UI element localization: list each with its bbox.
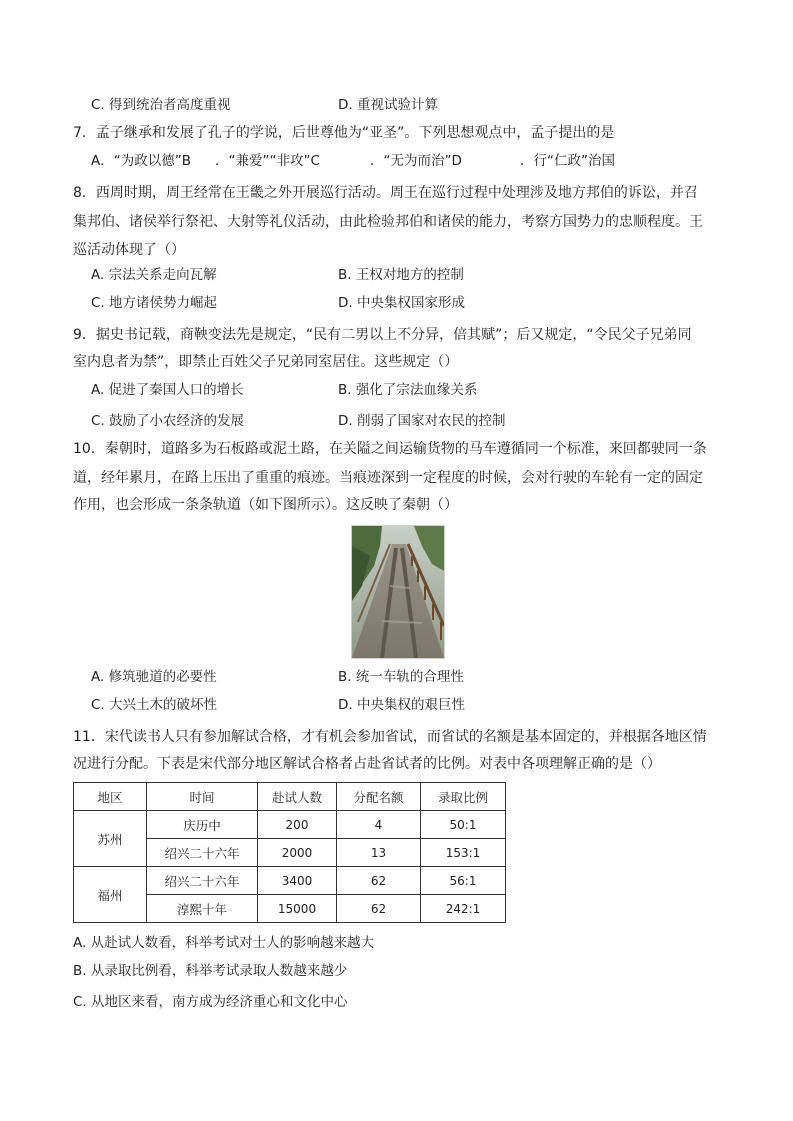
- q8-stem-line1: 8．西周时期，周王经常在王畿之外开展巡行活动。周王在巡行过程中处理涉及地方邦伯的诉讼，并召: [73, 185, 698, 201]
- quota-cell: 62: [337, 867, 421, 895]
- q10-stem-line2: 道，经年累月，在路上压出了重重的痕迹。当痕迹深到一定程度的时候，会对行驶的车轮有一定的固定: [73, 470, 703, 486]
- ancient-road-ruts-photo: [351, 525, 445, 659]
- q7-option-a: A．“为政以德”B: [91, 153, 191, 169]
- table-header-cell: 地区: [74, 783, 147, 811]
- time-cell: 庆历中: [147, 811, 258, 839]
- q8-stem-line2: 集邦伯、诸侯举行祭祀、大射等礼仪活动，由此检验邦伯和诸侯的能力，考察方国势力的忠顺程度。王: [73, 214, 703, 230]
- q8-option-d: D. 中央集权国家形成: [338, 295, 465, 311]
- time-cell: 淳熙十年: [147, 895, 258, 923]
- q10-option-c: C. 大兴土木的破坏性: [91, 697, 218, 713]
- q11-option-b: B. 从录取比例看，科举考试录取人数越来越少: [73, 963, 348, 979]
- q7-option-d: ．行“仁政”治国: [520, 153, 615, 169]
- table-row: [74, 867, 506, 895]
- q8-option-a: A. 宗法关系走向瓦解: [91, 267, 217, 283]
- quota-cell: 13: [337, 839, 421, 867]
- ratio-cell: 153:1: [421, 839, 506, 867]
- q10-option-d: D. 中央集权的艰巨性: [338, 697, 465, 713]
- q9-stem-line2: 室内息者为禁”，即禁止百姓父子兄弟同室居住。这些规定（）: [73, 354, 459, 370]
- q11-option-a: A. 从赴试人数看，科举考试对士人的影响越来越大: [73, 935, 375, 951]
- count-cell: 3400: [258, 867, 337, 895]
- q10-stem-line3: 作用，也会形成一条条轨道（如下图所示）。这反映了秦朝（）: [73, 497, 458, 513]
- quota-cell: 4: [337, 811, 421, 839]
- q9-option-b: B. 强化了宗法血缘关系: [338, 382, 478, 398]
- table-header-cell: 赴试人数: [258, 783, 337, 811]
- table-header-row: [74, 783, 506, 811]
- q6-option-d: D. 重视试验计算: [338, 97, 438, 113]
- ratio-cell: 50:1: [421, 811, 506, 839]
- q9-stem-line1: 9．据史书记载，商鞅变法先是规定，“民有二男以上不分异，倍其赋”；后又规定，“令民父子兄弟同: [73, 327, 692, 343]
- table-row: [74, 811, 506, 839]
- q7-option-b: ．“兼爱”“非攻”C: [215, 153, 320, 169]
- q8-option-c: C. 地方诸侯势力崛起: [91, 295, 218, 311]
- q7-stem: 7．孟子继承和发展了孔子的学说，后世尊他为“亚圣”。下列思想观点中，孟子提出的是: [73, 125, 615, 141]
- time-cell: 绍兴二十六年: [147, 867, 258, 895]
- q7-option-c: ．“无为而治”D: [370, 153, 462, 169]
- ratio-cell: 56:1: [421, 867, 506, 895]
- table-header-cell: 时间: [147, 783, 258, 811]
- count-cell: 15000: [258, 895, 337, 923]
- table-header-cell: 分配名额: [337, 783, 421, 811]
- q11-stem-line1: 11．宋代读书人只有参加解试合格，才有机会参加省试，而省试的名额是基本固定的，并根据各地区情: [73, 729, 707, 745]
- region-cell: 苏州: [74, 811, 147, 867]
- q6-option-c: C. 得到统治者高度重视: [91, 97, 231, 113]
- q10-option-b: B. 统一车轨的合理性: [338, 669, 464, 685]
- table-header-cell: 录取比例: [421, 783, 506, 811]
- ratio-cell: 242:1: [421, 895, 506, 923]
- count-cell: 200: [258, 811, 337, 839]
- region-cell: 福州: [74, 867, 147, 923]
- q11-option-c: C. 从地区来看，南方成为经济重心和文化中心: [73, 994, 348, 1010]
- q9-option-d: D. 削弱了国家对农民的控制: [338, 413, 506, 429]
- q8-option-b: B. 王权对地方的控制: [338, 267, 464, 283]
- q10-stem-line1: 10．秦朝时，道路多为石板路或泥土路，在关隘之间运输货物的马车遵循同一个标准，来回都驶同一条: [73, 441, 707, 457]
- q9-option-c: C. 鼓励了小农经济的发展: [91, 413, 245, 429]
- road-track-illustration: [352, 526, 444, 658]
- q8-stem-line3: 巡活动体现了（）: [73, 242, 185, 258]
- exam-ratio-table: [73, 782, 506, 923]
- quota-cell: 62: [337, 895, 421, 923]
- q10-option-a: A. 修筑驰道的必要性: [91, 669, 217, 685]
- count-cell: 2000: [258, 839, 337, 867]
- q11-stem-line2: 况进行分配。下表是宋代部分地区解试合格者占赴省试者的比例。对表中各项理解正确的是（）: [73, 756, 661, 772]
- time-cell: 绍兴二十六年: [147, 839, 258, 867]
- q9-option-a: A. 促进了秦国人口的增长: [91, 382, 244, 398]
